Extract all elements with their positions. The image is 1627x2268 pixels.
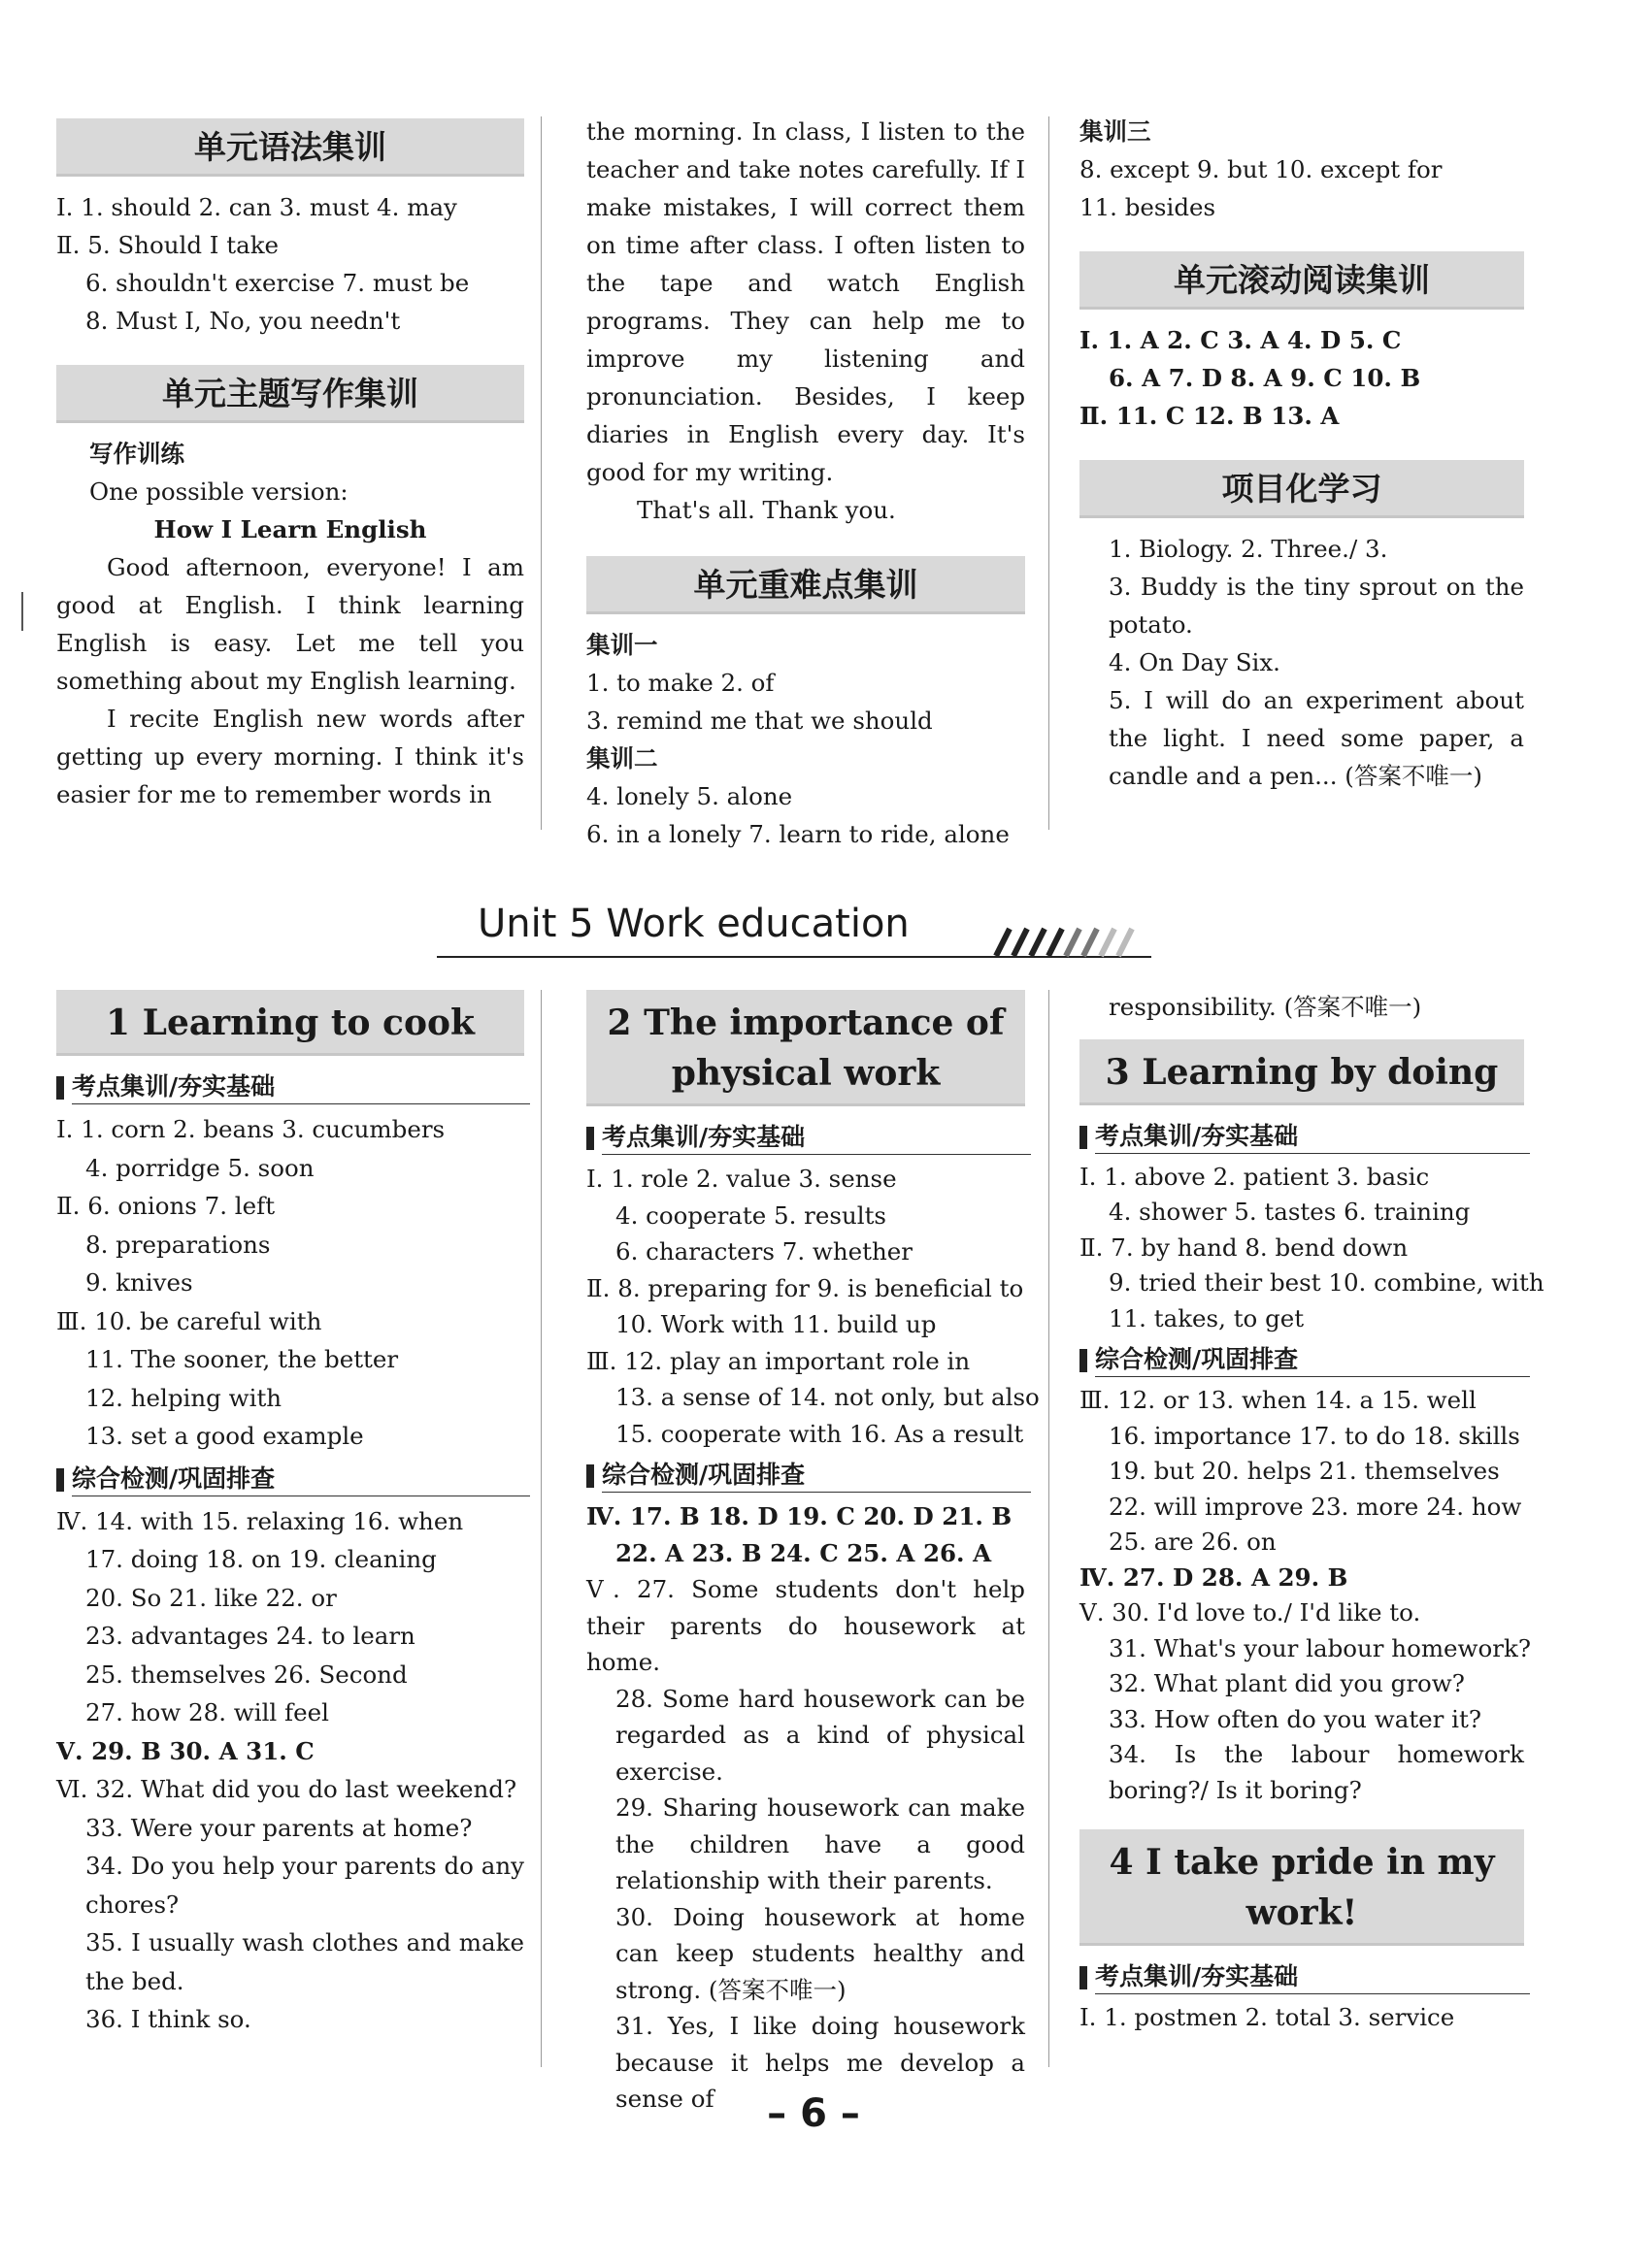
answer-line: 34. Is the labour homework boring?/ Is it boring?	[1109, 1740, 1524, 1804]
answer-line: 23. advantages 24. to learn	[85, 1622, 415, 1650]
answer-line: 5. I will do an experiment about the light. I need some paper, a candle and a pen... (答案不唯一)	[1109, 686, 1524, 790]
answer-line: 30. Doing housework at home can keep students healthy and strong. (答案不唯一)	[615, 1902, 1025, 2004]
answer-line: 3. Buddy is the tiny sprout on the potato.	[1109, 573, 1524, 639]
answer-line: Ⅵ. 32. What did you do last weekend?	[56, 1775, 517, 1803]
section-subheader: 综合检测/巩固排查	[586, 1456, 1025, 1495]
bottom-column-3	[1079, 990, 1544, 2036]
answer-line: Ⅰ. 1. corn 2. beans 3. cucumbers	[56, 1115, 446, 1143]
answer-line: Ⅰ. 1. above 2. patient 3. basic	[1079, 1162, 1430, 1191]
answer-line: Ⅱ. 11. C 12. B 13. A	[1079, 402, 1340, 430]
answer-line: Ⅰ. 1. role 2. value 3. sense	[586, 1165, 897, 1193]
answer-line: 6. A 7. D 8. A 9. C 10. B	[1109, 364, 1421, 392]
answer-line: 15. cooperate with 16. As a result	[615, 1419, 1024, 1448]
answer-line: 12. helping with	[85, 1383, 282, 1412]
essay-ending: That's all. Thank you.	[637, 496, 896, 524]
column-divider	[1048, 990, 1049, 2067]
answer-line: 9. knives	[85, 1268, 193, 1297]
answer-line: Ⅱ. 8. preparing for 9. is beneficial to	[586, 1273, 1024, 1302]
answer-line: 6. shouldn't exercise 7. must be	[85, 269, 470, 297]
bottom-column-2	[586, 990, 1040, 2118]
page-number: – 6 –	[767, 2091, 860, 2136]
answer-line: Ⅰ. 1. postmen 2. total 3. service	[1079, 2003, 1455, 2031]
key-points-header: 单元重难点集训	[586, 556, 1025, 614]
answer-line: 33. Were your parents at home?	[85, 1813, 473, 1842]
reading-header: 单元滚动阅读集训	[1079, 251, 1524, 310]
grammar-header: 单元语法集训	[56, 118, 524, 177]
lesson-title: 4 I take pride in my work!	[1079, 1829, 1524, 1946]
top-column-2	[586, 113, 1025, 853]
answer-line: Ⅲ. 10. be careful with	[56, 1306, 322, 1335]
answer-line: 33. How often do you water it?	[1109, 1704, 1481, 1733]
answer-line: 22. will improve 23. more 24. how	[1109, 1492, 1522, 1521]
set-label: 集训二	[586, 744, 658, 772]
section-subheader: 考点集训/夯实基础	[1079, 1117, 1524, 1156]
top-column-3	[1079, 113, 1524, 795]
answer-line: Ⅱ. 7. by hand 8. bend down	[1079, 1233, 1409, 1262]
unit-title-banner	[437, 898, 1146, 956]
answer-line: 31. What's your labour homework?	[1109, 1633, 1531, 1662]
set-label: 集训三	[1079, 117, 1151, 146]
writing-intro: One possible version:	[89, 477, 349, 506]
answer-line: 4. lonely 5. alone	[586, 782, 793, 810]
answer-line: Ⅲ. 12. or 13. when 14. a 15. well	[1079, 1386, 1477, 1414]
column-divider	[541, 116, 542, 830]
answer-line: 35. I usually wash clothes and make the bed.	[85, 1928, 524, 1995]
answer-line: Ⅴ. 30. I'd love to./ I'd like to.	[1079, 1598, 1421, 1627]
answer-line: 25. are 26. on	[1109, 1528, 1277, 1556]
unit-title: Unit 5 Work education	[478, 902, 910, 946]
section-subheader: 考点集训/夯实基础	[56, 1068, 524, 1106]
answer-line: 6. characters 7. whether	[615, 1237, 913, 1265]
answer-line: 4. porridge 5. soon	[85, 1153, 315, 1182]
answer-line: 17. doing 18. on 19. cleaning	[85, 1545, 437, 1573]
section-subheader: 考点集训/夯实基础	[586, 1118, 1025, 1157]
answer-line: 13. a sense of 14. not only, but also	[615, 1383, 1040, 1411]
project-header: 项目化学习	[1079, 460, 1524, 518]
margin-mark	[21, 592, 29, 631]
answer-line: Ⅴ. 27. Some students don't help their parents do housework at home.	[586, 1575, 1025, 1676]
set-label: 集训一	[586, 631, 658, 659]
stripes-decoration	[977, 923, 1151, 962]
lesson-title: 2 The importance of physical work	[586, 990, 1025, 1106]
answer-line: 32. What plant did you grow?	[1109, 1669, 1465, 1697]
answer-line: 34. Do you help your parents do any chores?	[85, 1852, 524, 1919]
section-subheader: 综合检测/巩固排查	[56, 1460, 524, 1498]
answer-line: 6. in a lonely 7. learn to ride, alone	[586, 820, 1010, 848]
answer-line: 4. shower 5. tastes 6. training	[1109, 1198, 1471, 1226]
answer-line: 8. preparations	[85, 1230, 271, 1259]
answer-line: Ⅳ. 27. D 28. A 29. B	[1079, 1562, 1348, 1592]
column-divider	[1048, 116, 1049, 830]
answer-line: Ⅰ. 1. should 2. can 3. must 4. may	[56, 193, 457, 221]
answer-line: 8. except 9. but 10. except for	[1079, 155, 1443, 183]
writing-label: 写作训练	[89, 440, 184, 468]
essay-continuation: the morning. In class, I listen to the teacher and take notes carefully. If I make mistakes, I will correct them on time after class. I often listen to the tape and watch English programs. They can help me to improve my listening and pronunciation. Besides, I keep diaries in English every day. It's good for my writing.	[586, 117, 1025, 486]
top-column-1	[56, 113, 524, 813]
answer-line: 3. remind me that we should	[586, 707, 933, 735]
answer-line: Ⅱ. 5. Should I take	[56, 231, 280, 259]
lesson-title: 3 Learning by doing	[1079, 1039, 1524, 1105]
column-divider	[541, 990, 542, 2067]
answer-line: 20. So 21. like 22. or	[85, 1583, 337, 1612]
answer-line: 27. how 28. will feel	[85, 1698, 329, 1726]
answer-line: 11. takes, to get	[1109, 1303, 1305, 1332]
bottom-column-1	[56, 990, 524, 2039]
essay-paragraph: I recite English new words after getting up every morning. I think it's easier for me to remember words in	[56, 705, 524, 808]
answer-line: 19. but 20. helps 21. themselves	[1109, 1457, 1500, 1485]
section-subheader: 考点集训/夯实基础	[1079, 1957, 1524, 1996]
answer-line: 29. Sharing housework can make the children have a good relationship with their parents.	[615, 1793, 1025, 1894]
unit-underline	[437, 956, 980, 958]
answer-line: 8. Must I, No, you needn't	[85, 307, 401, 335]
essay-title: How I Learn English	[153, 515, 427, 543]
answer-line: Ⅳ. 17. B 18. D 19. C 20. D 21. B	[586, 1502, 1013, 1530]
answer-line: 13. set a good example	[85, 1422, 364, 1450]
answer-line: Ⅰ. 1. A 2. C 3. A 4. D 5. C	[1079, 326, 1402, 354]
answer-line: 1. Biology. 2. Three./ 3.	[1109, 535, 1388, 563]
answer-line: 4. On Day Six.	[1109, 648, 1280, 676]
section-subheader: 综合检测/巩固排查	[1079, 1340, 1524, 1379]
answer-line: Ⅲ. 12. play an important role in	[586, 1346, 971, 1375]
writing-header: 单元主题写作集训	[56, 365, 524, 423]
answer-line: 28. Some hard housework can be regarded as a kind of physical exercise.	[615, 1684, 1025, 1786]
answer-line: Ⅱ. 6. onions 7. left	[56, 1192, 276, 1220]
answer-line: 4. cooperate 5. results	[615, 1200, 886, 1230]
answer-line: 36. I think so.	[85, 2005, 251, 2033]
answer-line: 31. Yes, I like doing housework because it helps me develop a sense of	[615, 2012, 1025, 2113]
continuation-line: responsibility. (答案不唯一)	[1109, 993, 1422, 1021]
answer-line: Ⅳ. 14. with 15. relaxing 16. when	[56, 1506, 464, 1535]
answer-line: 22. A 23. B 24. C 25. A 26. A	[615, 1538, 992, 1567]
answer-line: 25. themselves 26. Second	[85, 1660, 408, 1689]
answer-line: 11. besides	[1079, 193, 1216, 221]
essay-paragraph: Good afternoon, everyone! I am good at English. I think learning English is easy. Let me tell you something about my English learning.	[56, 553, 524, 695]
answer-line: 9. tried their best 10. combine, with	[1109, 1268, 1544, 1297]
answer-line: 16. importance 17. to do 18. skills	[1109, 1421, 1520, 1450]
answer-line: 10. Work with 11. build up	[615, 1310, 937, 1338]
answer-line: Ⅴ. 29. B 30. A 31. C	[56, 1736, 315, 1765]
lesson-title: 1 Learning to cook	[56, 990, 524, 1056]
answer-line: 1. to make 2. of	[586, 669, 775, 697]
answer-line: 11. The sooner, the better	[85, 1345, 399, 1373]
